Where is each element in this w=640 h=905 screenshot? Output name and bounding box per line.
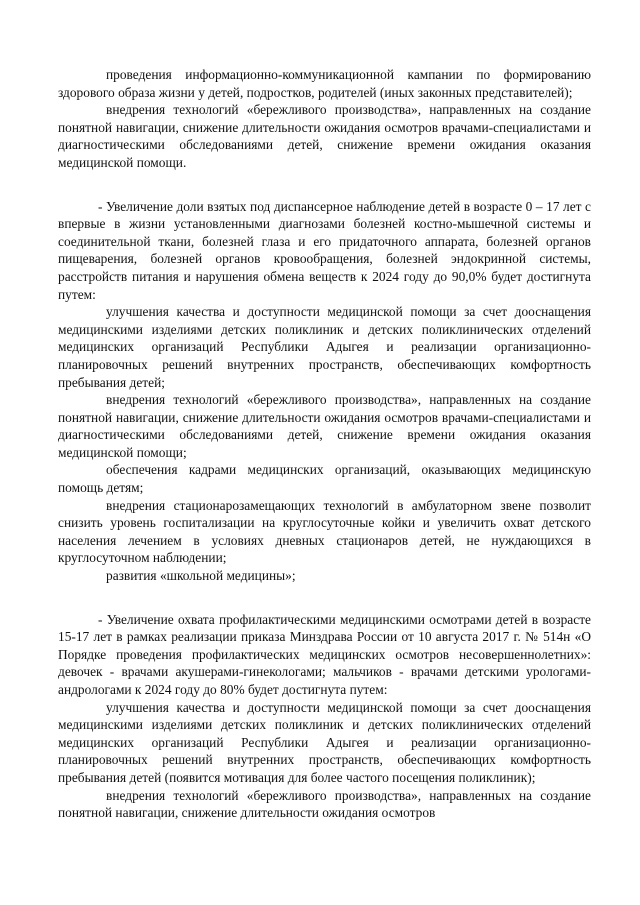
paragraph-school-medicine: развития «школьной медицины»; [106, 568, 296, 584]
paragraph-lean-production-1: внедрения технологий «бережливого производства», направленных на создание понятной навигации, снижение длительности ожидания осмотров врачами-специалистами и диагностическими обследованиями детей, снижение времени ожидания оказания медицинской помощи. [58, 102, 591, 170]
section-spacer [58, 585, 591, 611]
paragraph-day-hospital: внедрения стационарозамещающих технологий в амбулаторном звене позволит снизить уровень госпитализации на круглосуточные койки и увеличить охват детского населения лечением в условиях дневных стационаров детей, не нуждающихся в круглосуточном наблюдении; [58, 497, 591, 566]
paragraph-quality-access-1: улучшения качества и доступности медицинской помощи за счет дооснащения медицинскими изделиями детских поликлиник и детских поликлинических отделений медицинских организаций Республики Адыгея и реализации организационно-планировочных решений внутренних пространств, обеспечивающих комфортность пребывания детей; [58, 304, 591, 390]
section-spacer [58, 172, 591, 198]
paragraph-quality-access-2: улучшения качества и доступности медицинской помощи за счет дооснащения медицинскими изделиями детских поликлиник и детских поликлинических отделений медицинских организаций Республики Адыгея и реализации организационно-планировочных решений внутренних пространств, обеспечивающих комфортность пребывания детей (появится мотивация для более частого посещения поликлиник); [58, 699, 591, 785]
paragraph-lean-production-3: внедрения технологий «бережливого производства», направленных на создание понятной навигации, снижение длительности ожидания осмотров [58, 787, 591, 821]
paragraph-staffing: обеспечения кадрами медицинских организаций, оказывающих медицинскую помощь детям; [58, 462, 591, 496]
document-page [58, 66, 591, 822]
paragraph-info-campaign: проведения информационно-коммуникационной кампании по формированию здорового образа жизни у детей, подростков, родителей (иных законных представителей); [58, 67, 591, 100]
paragraph-lean-production-2: внедрения технологий «бережливого производства», направленных на создание понятной навигации, снижение длительности ожидания осмотров врачами-специалистами и диагностическими обследованиями детей, снижение времени ожидания оказания медицинской помощи; [58, 392, 591, 460]
paragraph-preventive-exams: - Увеличение охвата профилактическими медицинскими осмотрами детей в возрасте 15-17 лет в рамках реализации приказа Минздрава России от 10 августа 2017 г. № 514н «О Порядке проведения профилактических медицинских осмотров несовершеннолетних»: девочек - врачами акушерами-гинекологами; мальчиков - врачами детскими урологами-андрологами к 2024 году до 80% будет достигнута путем: [58, 611, 591, 697]
paragraph-dispensary-observation: - Увеличение доли взятых под диспансерное наблюдение детей в возрасте 0 – 17 лет с впервые в жизни установленными диагнозами болезней костно-мышечной системы и соединительной ткани, болезней глаза и его придаточного аппарата, болезней органов пищеварения, болезней органов кровообращения, болезней эндокринной системы, расстройств питания и нарушения обмена веществ к 2024 году до 90,0% будет достигнута путем: [58, 198, 591, 302]
